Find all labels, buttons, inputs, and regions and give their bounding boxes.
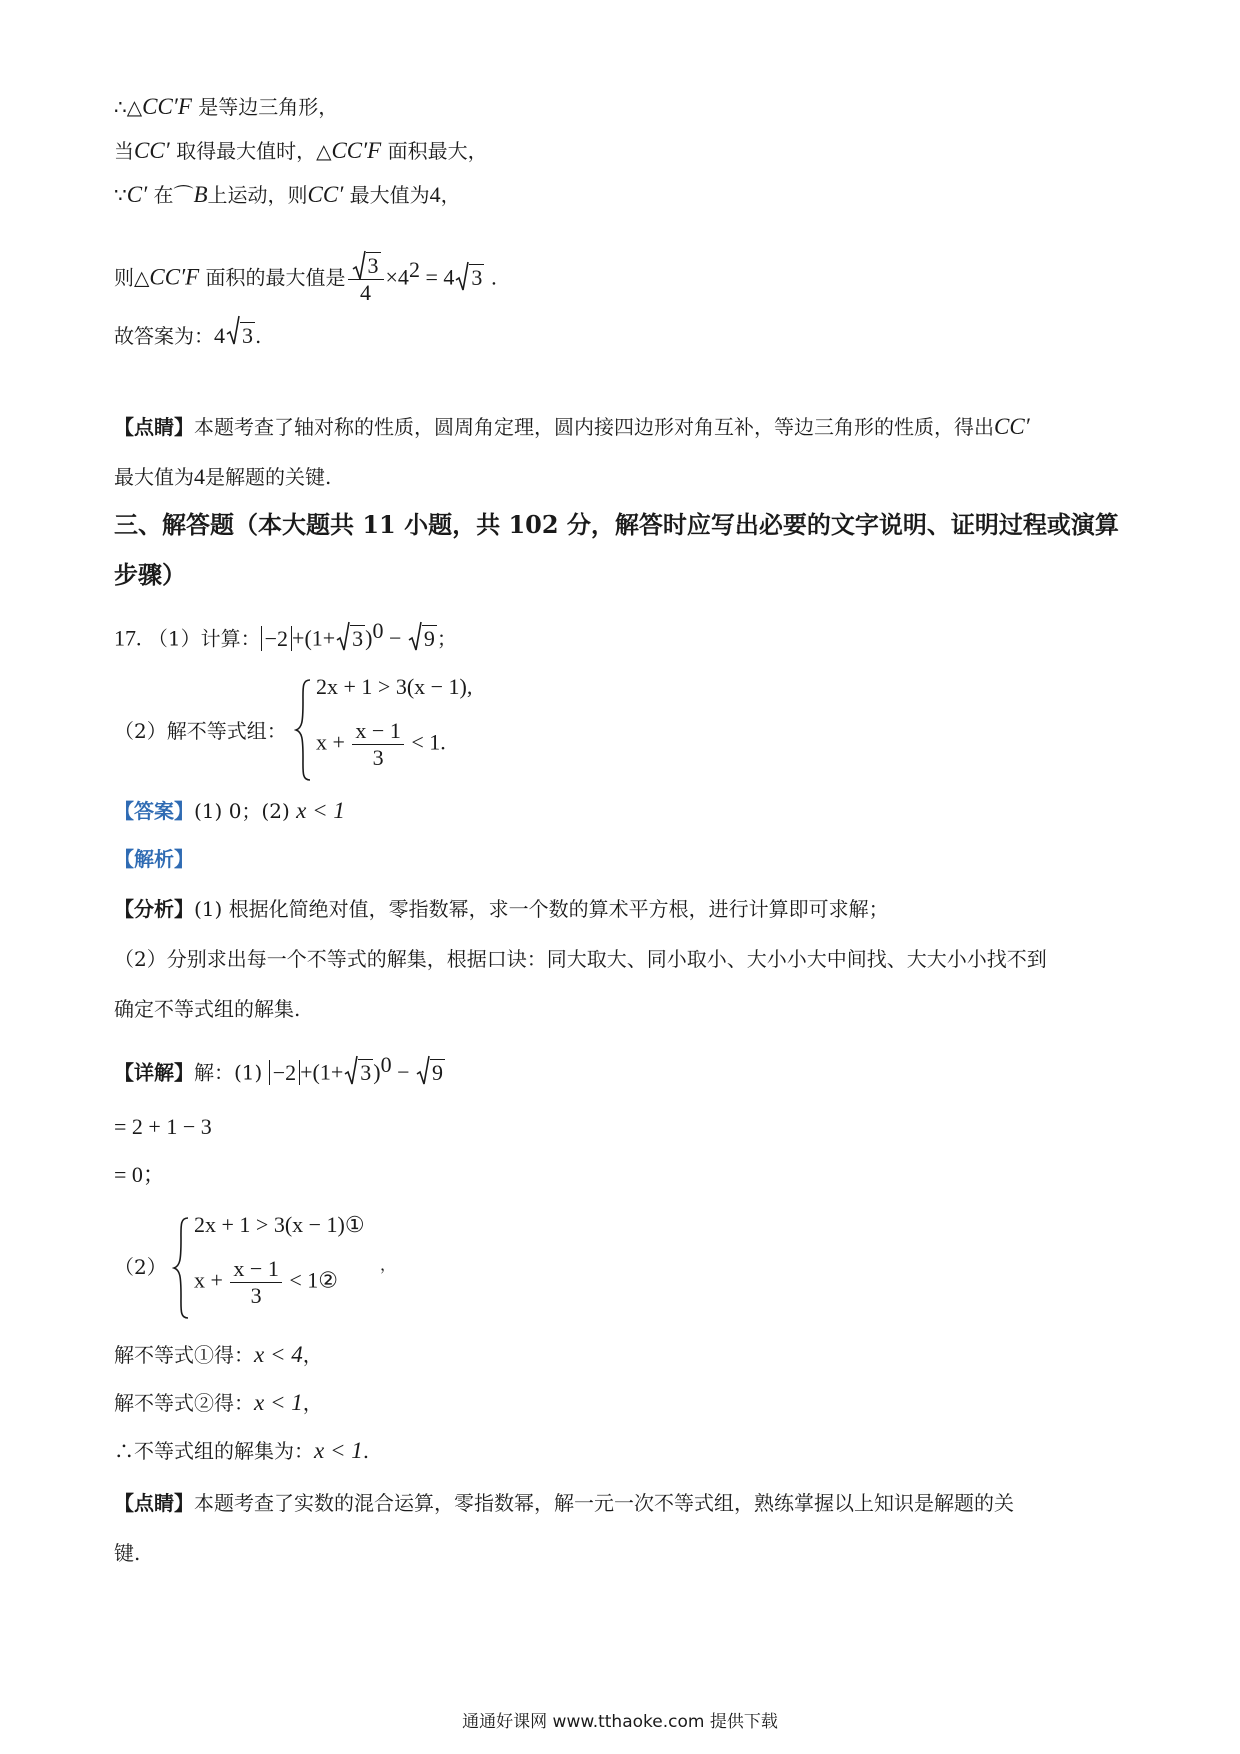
text: 本题考查了实数的混合运算，零指数幂，解一元一次不等式组，熟练掌握以上知识是解题的关: [194, 1491, 1014, 1515]
math: C′: [126, 182, 148, 207]
radicand: 9: [423, 625, 435, 651]
section-heading: 步骤）: [114, 560, 186, 589]
text: 上运动，则: [207, 183, 308, 207]
math: CC′: [994, 414, 1030, 439]
math: ×4: [385, 264, 409, 290]
text: 解：(1): [194, 1060, 263, 1085]
text-line: 确定不等式组的解集.: [114, 997, 301, 1021]
text: ∴不等式组的解集为：: [114, 1439, 314, 1463]
answer-tag: 【答案】: [114, 799, 194, 823]
math: x < 1: [254, 1390, 303, 1415]
radical-sign-icon: [344, 1054, 358, 1086]
page-footer: 通通好课网 www.tthaoke.com 提供下载: [462, 1712, 778, 1732]
text: 本题考查了轴对称的性质，圆周角定理，圆内接四边形对角互补，等边三角形的性质，得出: [194, 415, 994, 439]
inequality-row: 2x + 1 > 3(x − 1),: [316, 674, 473, 699]
radicand: 3: [242, 323, 253, 348]
text-line: [114, 412, 1030, 442]
question-line: [114, 616, 457, 654]
inequality-system: [294, 674, 594, 784]
text: (1) 0；(2): [194, 799, 297, 823]
math: CC′: [134, 138, 170, 163]
text-line: [114, 1050, 445, 1088]
math: CC′F: [149, 264, 200, 290]
text-line: [114, 92, 338, 122]
text-line: [114, 462, 331, 492]
punctuation: ，: [380, 1255, 397, 1274]
math: x +: [316, 729, 351, 755]
text-line: [114, 1388, 323, 1418]
math: (1+: [312, 1059, 344, 1085]
text: 是等边三角形，: [191, 95, 339, 119]
analysis-label: 【解析】: [114, 847, 194, 871]
text: ∴△: [114, 95, 143, 119]
fraction: [230, 1256, 281, 1309]
number: 4: [194, 464, 205, 489]
text: .: [255, 324, 262, 348]
text-line: [114, 1436, 369, 1466]
question-line: [114, 716, 287, 746]
inequality-row: [316, 718, 446, 771]
math: +: [292, 625, 305, 651]
exponent: 2: [408, 257, 420, 282]
sqrt: [352, 253, 381, 279]
text: 解不等式①得：: [114, 1343, 254, 1367]
text: 最大值为: [343, 183, 430, 207]
text: （2）: [114, 1255, 167, 1279]
inequality-system: [172, 1212, 492, 1322]
sqrt: [416, 1058, 445, 1088]
analysis-tag: [114, 844, 194, 874]
math: x +: [194, 1267, 229, 1293]
text: ，: [302, 1391, 323, 1415]
math: < 1②: [283, 1267, 338, 1293]
question-number: 17.: [114, 625, 142, 651]
text: 面积最大，: [381, 139, 488, 163]
math: x < 1: [314, 1438, 363, 1463]
sqrt: [408, 624, 437, 654]
math: ): [373, 1059, 381, 1085]
text: 取得最大值时，△: [169, 139, 332, 163]
radicand: 3: [367, 252, 379, 278]
radical-sign-icon: [226, 314, 240, 346]
text: .: [484, 265, 498, 290]
text-line: 键.: [114, 1541, 141, 1565]
math: −: [391, 1059, 416, 1085]
radical-sign-icon: [408, 620, 422, 652]
math: CC′F: [142, 94, 192, 119]
text-line: [114, 136, 488, 166]
inequality-row: [194, 1256, 338, 1309]
text-line: （2）分别求出每一个不等式的解集，根据口诀：同大取大、同小取小、大小小大中间找、大大小小找不到: [114, 947, 1047, 971]
number: 4: [214, 323, 225, 348]
text: （1）计算：: [147, 626, 261, 651]
section-heading: 三、解答题（本大题共 11 小题，共 102 分，解答时应写出必要的文字说明、证明过程或演算: [114, 510, 1119, 539]
tag-label: 【点睛】: [114, 1491, 194, 1515]
math: +: [300, 1059, 313, 1085]
math-line: = 0；: [114, 1162, 165, 1187]
sqrt: [344, 1058, 373, 1088]
number: 4: [429, 182, 441, 207]
fraction-denominator: 4: [360, 279, 372, 305]
text-line: [114, 318, 261, 354]
text-line: [114, 1252, 167, 1282]
text-line: [114, 894, 889, 924]
text: 在⌒: [147, 183, 194, 207]
sqrt: [336, 624, 365, 654]
fraction-numerator: x − 1: [230, 1256, 281, 1283]
text: （2）解不等式组：: [114, 719, 287, 743]
exponent: 0: [380, 1052, 392, 1077]
math: CC′F: [331, 138, 382, 163]
fraction-numerator: [348, 253, 384, 280]
text: 解不等式②得：: [114, 1391, 254, 1415]
radical-sign-icon: [336, 620, 350, 652]
radical-sign-icon: [416, 1054, 430, 1086]
radical-sign-icon: [352, 249, 366, 281]
radicand: 3: [471, 264, 483, 290]
math: (1+: [304, 625, 336, 651]
math: = 4: [419, 264, 455, 290]
fraction-numerator: x − 1: [352, 718, 403, 745]
text: 故答案为：: [114, 324, 214, 348]
text: ，: [440, 183, 461, 207]
text: ；: [436, 626, 457, 651]
text: .: [362, 1439, 370, 1463]
math: CC′: [307, 182, 344, 207]
radicand: 3: [352, 625, 364, 651]
fraction-denominator: 3: [250, 1283, 262, 1308]
inequality-row: 2x + 1 > 3(x − 1)①: [194, 1212, 365, 1237]
tag-label: 【点睛】: [114, 415, 194, 439]
text: 当: [114, 139, 134, 163]
fraction: [348, 253, 384, 306]
tag-label: 【分析】: [114, 897, 194, 921]
sqrt: [455, 248, 484, 308]
math: x < 4: [254, 1342, 303, 1367]
tag-label: 【详解】: [114, 1060, 194, 1085]
text-line: [114, 1340, 323, 1370]
exponent: 0: [372, 618, 384, 643]
math: ): [365, 625, 373, 651]
math-line: = 2 + 1 − 3: [114, 1114, 212, 1139]
math: B: [193, 182, 208, 207]
math: −: [383, 625, 407, 651]
radicand: 9: [432, 1059, 444, 1085]
text: 是解题的关键.: [205, 465, 332, 489]
answer-line: [114, 796, 345, 826]
radicand: 3: [360, 1059, 372, 1085]
text: 面积的最大值是: [199, 265, 346, 290]
left-brace-icon: [294, 678, 314, 782]
math: x < 1: [296, 798, 345, 823]
text: 最大值为: [114, 465, 194, 489]
text-line: [114, 1488, 1014, 1518]
sqrt: [226, 318, 255, 354]
math: < 1.: [405, 729, 446, 755]
absolute-value: −2: [261, 626, 292, 651]
text-line: [114, 180, 461, 210]
radical-sign-icon: [455, 260, 469, 292]
absolute-value: −2: [269, 1060, 300, 1085]
fraction: [352, 718, 403, 771]
text: 则△: [114, 265, 150, 290]
fraction-denominator: 3: [372, 745, 384, 770]
text: ∵: [114, 183, 127, 207]
left-brace-icon: [172, 1216, 192, 1320]
text: ，: [302, 1343, 323, 1367]
text: (1) 根据化简绝对值，零指数幂，求一个数的算术平方根，进行计算即可求解；: [194, 897, 889, 921]
text-line: [114, 240, 497, 308]
